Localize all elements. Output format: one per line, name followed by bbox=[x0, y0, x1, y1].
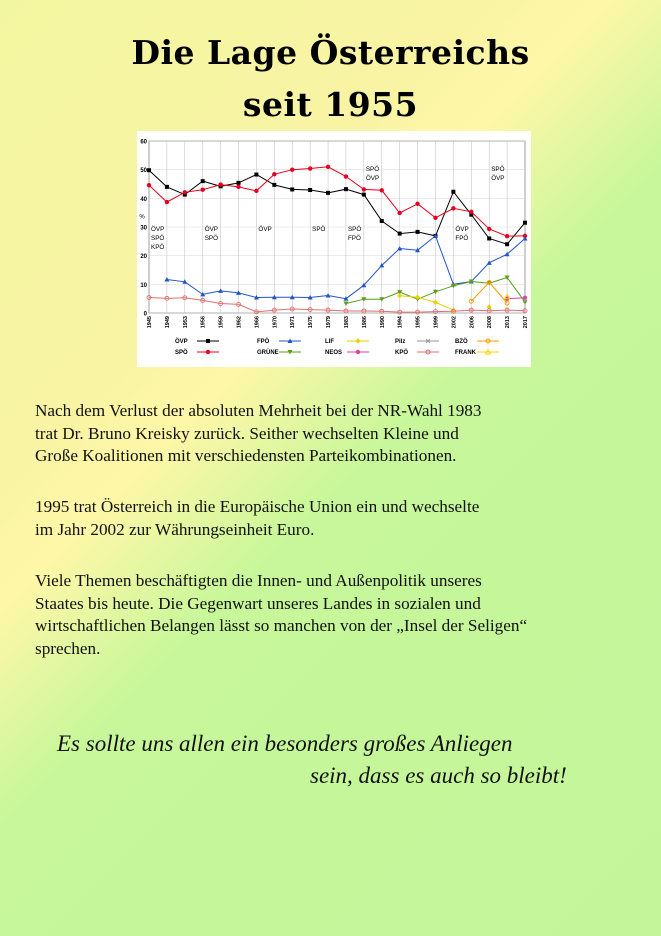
y-tick-label: 50 bbox=[140, 168, 147, 175]
coalition-label: ÖVP bbox=[151, 226, 165, 233]
election-chart bbox=[137, 131, 531, 367]
data-point-övp bbox=[380, 219, 384, 223]
coalition-label: SPÖ bbox=[204, 235, 219, 242]
coalition-label: ÖVP bbox=[258, 226, 272, 233]
coalition-label: SPÖ bbox=[151, 235, 165, 242]
x-tick-label: 1966 bbox=[254, 316, 261, 329]
data-point-övp bbox=[165, 185, 169, 189]
x-tick-label: 2008 bbox=[487, 316, 494, 329]
coalition-label: SPÖ bbox=[365, 166, 380, 173]
legend-label: LIF bbox=[325, 339, 334, 345]
data-point-spö bbox=[505, 234, 509, 238]
x-tick-label: 1999 bbox=[433, 316, 440, 329]
coalition-label: KPÖ bbox=[151, 244, 165, 251]
legend-label: FRANK bbox=[455, 350, 476, 356]
page-title-line2: seit 1955 bbox=[242, 85, 419, 124]
data-point-övp bbox=[451, 190, 455, 194]
election-chart-svg bbox=[137, 131, 531, 367]
data-point-spö bbox=[326, 165, 330, 169]
coalition-label: ÖVP bbox=[491, 175, 505, 182]
x-tick-label: 2002 bbox=[451, 316, 458, 329]
text-line: Große Koalitionen mit verschiedensten Parteikombinationen. bbox=[35, 446, 457, 465]
coalition-label: FPÖ bbox=[455, 235, 469, 242]
y-tick-label: 20 bbox=[140, 254, 147, 261]
data-point-spö bbox=[451, 206, 455, 210]
data-point-lif bbox=[415, 295, 420, 300]
x-tick-label: 2006 bbox=[469, 316, 476, 329]
coalition-label: FPÖ bbox=[347, 235, 361, 242]
data-point-spö bbox=[380, 188, 384, 192]
closing-quote-line2: sein, dass es auch so bleibt! bbox=[310, 763, 567, 788]
data-point-spö bbox=[147, 183, 151, 187]
data-point-övp bbox=[290, 187, 294, 191]
text-line: wirtschaftlichen Belangen lässt so manchen von der „Insel der Seligen“ bbox=[35, 616, 528, 635]
x-tick-label: 1949 bbox=[164, 316, 171, 329]
text-line: Nach dem Verlust der absoluten Mehrheit bei der NR-Wahl 1983 bbox=[35, 401, 482, 420]
text-line: trat Dr. Bruno Kreisky zurück. Seither wechselten Kleine und bbox=[35, 423, 459, 443]
y-tick-label: 10 bbox=[140, 282, 147, 289]
data-point-spö bbox=[397, 211, 401, 215]
coalition-label: SPÖ bbox=[312, 226, 326, 233]
data-point-spö bbox=[183, 190, 187, 194]
x-tick-label: 2013 bbox=[505, 316, 512, 329]
legend-label: FPÖ bbox=[257, 339, 270, 345]
x-tick-label: 2017 bbox=[523, 316, 529, 329]
legend-label: NEOS bbox=[325, 350, 343, 356]
x-tick-label: 1953 bbox=[182, 316, 189, 329]
y-tick-label: 60 bbox=[140, 139, 147, 146]
data-point-övp bbox=[344, 187, 348, 191]
data-point-övp bbox=[237, 181, 241, 185]
legend-label: KPÖ bbox=[395, 350, 409, 356]
data-point-övp bbox=[505, 242, 509, 246]
coalition-label: ÖVP bbox=[365, 175, 380, 182]
x-tick-label: 1970 bbox=[272, 316, 279, 329]
legend-label: ÖVP bbox=[175, 339, 188, 345]
data-point-grüne bbox=[343, 302, 348, 307]
coalition-label: ÖVP bbox=[455, 226, 469, 233]
data-point-övp bbox=[416, 230, 420, 234]
x-tick-label: 1983 bbox=[343, 316, 350, 329]
data-point-spö bbox=[201, 188, 205, 192]
text-line: Viele Themen beschäftigten die Innen- und Außenpolitik unseres bbox=[35, 571, 482, 590]
data-point-spö bbox=[487, 227, 491, 231]
coalition-label: ÖVP bbox=[204, 226, 219, 233]
data-point-spö bbox=[272, 172, 276, 176]
closing-quote-line1: Es sollte uns allen ein besonders großes Anliegen bbox=[57, 731, 513, 756]
x-tick-label: 1975 bbox=[308, 316, 315, 329]
text-line: im Jahr 2002 zur Währungseinheit Euro. bbox=[35, 519, 315, 539]
data-point-övp bbox=[272, 183, 276, 187]
x-tick-label: 1995 bbox=[415, 316, 422, 329]
coalition-label: SPÖ bbox=[347, 226, 362, 233]
data-point-spö bbox=[165, 200, 169, 204]
y-tick-label: 30 bbox=[140, 225, 147, 232]
legend-label: Pilz bbox=[395, 339, 406, 345]
data-point-lif bbox=[397, 293, 402, 298]
data-point-övp bbox=[308, 188, 312, 192]
data-point-spö bbox=[362, 187, 366, 191]
data-point-övp bbox=[326, 191, 330, 195]
series-line-kpö bbox=[149, 298, 525, 313]
x-tick-label: 1945 bbox=[147, 316, 153, 329]
data-point-övp bbox=[362, 193, 366, 197]
legend-marker bbox=[206, 350, 210, 354]
data-point-lif bbox=[433, 300, 438, 305]
x-tick-label: 1962 bbox=[236, 316, 243, 329]
data-point-spö bbox=[433, 216, 437, 220]
text-line: sprechen. bbox=[35, 638, 101, 658]
legend-marker bbox=[356, 350, 360, 354]
x-tick-label: 1979 bbox=[326, 316, 333, 329]
paragraph-eu bbox=[35, 496, 635, 541]
data-point-spö bbox=[290, 167, 294, 171]
paragraph-present bbox=[35, 570, 635, 660]
legend-marker bbox=[355, 338, 360, 343]
x-tick-label: 1971 bbox=[290, 316, 297, 329]
data-point-spö bbox=[236, 185, 240, 189]
data-point-övp bbox=[254, 173, 258, 177]
data-point-fpö bbox=[164, 277, 169, 282]
coalition-label: SPÖ bbox=[491, 166, 505, 173]
data-point-övp bbox=[487, 236, 491, 240]
y-tick-label: 0 bbox=[143, 311, 147, 318]
data-point-spö bbox=[469, 210, 473, 214]
legend-label: GRÜNE bbox=[257, 350, 279, 356]
series-line-övp bbox=[149, 170, 525, 244]
text-line: 1995 trat Österreich in die Europäische Union ein und wechselte bbox=[35, 497, 480, 516]
data-point-spö bbox=[415, 202, 419, 206]
x-tick-label: 1956 bbox=[200, 316, 207, 329]
text-line: Staates bis heute. Die Gegenwart unseres Landes in sozialen und bbox=[35, 593, 481, 613]
data-point-spö bbox=[308, 166, 312, 170]
legend-label: BZÖ bbox=[455, 339, 468, 345]
legend-marker bbox=[206, 339, 210, 343]
y-axis-label: % bbox=[139, 214, 145, 221]
x-tick-label: 1959 bbox=[218, 316, 225, 329]
x-tick-label: 1990 bbox=[379, 316, 386, 329]
data-point-övp bbox=[201, 179, 205, 183]
data-point-spö bbox=[254, 189, 258, 193]
data-point-spö bbox=[344, 174, 348, 178]
data-point-övp bbox=[147, 168, 151, 172]
data-point-övp bbox=[523, 221, 527, 225]
page-title-line1: Die Lage Österreichs bbox=[131, 33, 530, 72]
x-tick-label: 1994 bbox=[397, 316, 404, 329]
data-point-fpö bbox=[487, 260, 492, 265]
x-tick-label: 1986 bbox=[361, 316, 368, 329]
data-point-övp bbox=[398, 232, 402, 236]
paragraph-coalitions bbox=[35, 400, 635, 468]
data-point-spö bbox=[218, 182, 222, 186]
y-tick-label: 40 bbox=[140, 196, 147, 203]
legend-label: SPÖ bbox=[175, 350, 188, 356]
